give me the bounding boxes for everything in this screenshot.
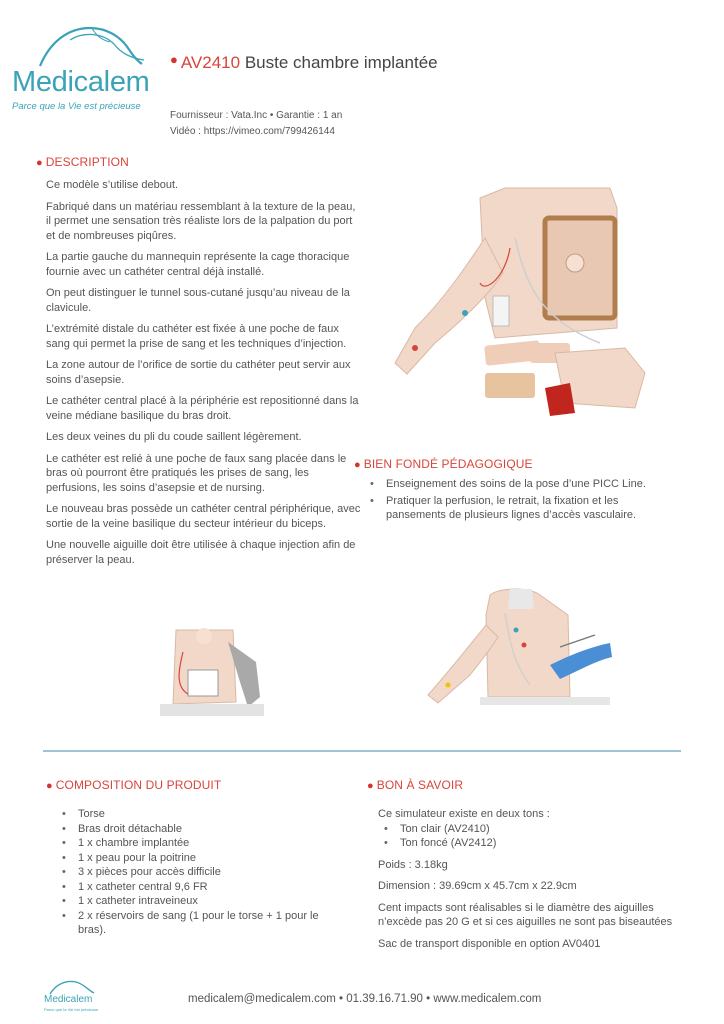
description-title: ● DESCRIPTION — [36, 155, 129, 169]
description-paragraph: L’extrémité distale du cathéter est fixée à une poche de faux sang qui permet la prise de sang et les techniques d’injection. — [46, 323, 347, 350]
composition-list — [56, 807, 356, 938]
bullet-dot-icon: ● — [354, 459, 361, 471]
section-divider — [43, 750, 681, 752]
description-paragraph: Le cathéter central placé à la périphérie est repositionné dans la veine médiane basilique du bras droit. — [46, 395, 359, 422]
list-item: • 1 x catheter intraveineux — [56, 894, 356, 909]
tones-intro: Ce simulateur existe en deux tons : — [378, 808, 550, 820]
transport-note: Sac de transport disponible en option AV0401 — [378, 937, 601, 950]
description-paragraph: Le cathéter est relié à une poche de faux sang placée dans le bras où pourront être pratiqués les prises de sang, les perfusions, les soins d’asepsie et de nursing. — [46, 452, 347, 494]
description-paragraph: Une nouvelle aiguille doit être utilisée à chaque injection afin de préserver la peau. — [46, 539, 356, 566]
good-to-know-body — [378, 807, 678, 958]
impacts-note: Cent impacts sont réalisables si le diamètre des aiguilles n’excède pas 20 G et si ces aiguilles ne sont pas biseautées — [378, 901, 673, 928]
description-paragraph: Ce modèle s’utilise debout. — [46, 179, 179, 191]
description-paragraph: Le nouveau bras possède un cathéter central périphérique, avec sortie de la veine basilique du secteur intérieur du biceps. — [46, 503, 361, 530]
list-item: • Bras droit détachable — [56, 822, 356, 837]
bullet-dot-icon: ● — [367, 780, 374, 792]
description-paragraph: On peut distinguer le tunnel sous-cutané jusqu’au niveau de la clavicule. — [46, 287, 350, 314]
list-item: • 2 x réservoirs de sang (1 pour le torse + 1 pour le bras). — [56, 909, 348, 938]
pedagogy-title: ● BIEN FONDÉ PÉDAGOGIQUE — [354, 457, 533, 471]
brand-tagline: Parce que la Vie est précieuse — [12, 101, 141, 112]
bullet-dot-icon: ● — [36, 157, 43, 169]
page-title — [170, 52, 438, 73]
tones-list — [378, 822, 678, 851]
list-item: • Ton foncé (AV2412) — [378, 836, 678, 851]
description-body — [46, 178, 362, 574]
product-name: Buste chambre implantée — [244, 53, 438, 72]
bullet-dot-icon: ● — [46, 780, 53, 792]
dimension: Dimension : 39.69cm x 45.7cm x 22.9cm — [378, 880, 577, 892]
footer-contact[interactable]: medicalem@medicalem.com • 01.39.16.71.90 • www.medicalem.com — [188, 993, 542, 1005]
list-item: • Pratiquer la perfusion, le retrait, la fixation et les pansements de plusieurs lignes d’accès vasculaire. — [364, 494, 664, 523]
product-photo-demo — [420, 585, 616, 710]
brand-name: Medicalem — [12, 66, 150, 98]
list-item: • 1 x catheter central 9,6 FR — [56, 880, 356, 895]
product-code: AV2410 — [180, 53, 241, 72]
footer-tagline: Parce que la Vie est précieuse — [44, 1007, 99, 1012]
composition-title: ● COMPOSITION DU PRODUIT — [46, 778, 222, 792]
footer-logo — [40, 978, 100, 1018]
good-to-know-title: ● BON À SAVOIR — [367, 778, 464, 792]
footer-brand: Medicalem — [44, 994, 93, 1005]
list-item: • Ton clair (AV2410) — [378, 822, 678, 837]
description-paragraph: Les deux veines du pli du coude saillent légèrement. — [46, 431, 302, 443]
list-item: • 1 x peau pour la poitrine — [56, 851, 356, 866]
list-item: • 3 x pièces pour accès difficile — [56, 865, 356, 880]
product-photo-main — [385, 178, 685, 418]
list-item: • Torse — [56, 807, 356, 822]
product-photo-secondary — [148, 622, 266, 722]
pedagogy-list — [364, 477, 664, 523]
supplier-line: Fournisseur : Vata.Inc • Garantie : 1 an — [170, 110, 343, 121]
weight: Poids : 3.18kg — [378, 858, 448, 871]
brand-logo — [10, 14, 160, 112]
description-paragraph: La zone autour de l’orifice de sortie du cathéter peut servir aux soins d’asepsie. — [46, 359, 351, 386]
list-item: • 1 x chambre implantée — [56, 836, 356, 851]
description-paragraph: Fabriqué dans un matériau ressemblant à la texture de la peau, il permet une sensation très réaliste lors de la palpation du port et de nombreuses piqûres. — [46, 200, 356, 242]
description-paragraph: La partie gauche du mannequin représente la cage thoracique fournie avec un cathéter central déjà installé. — [46, 251, 350, 278]
bullet-dot-icon: ● — [170, 52, 178, 67]
video-link[interactable]: Vidéo : https://vimeo.com/799426144 — [170, 126, 335, 137]
list-item: • Enseignement des soins de la pose d’une PICC Line. — [364, 477, 664, 492]
